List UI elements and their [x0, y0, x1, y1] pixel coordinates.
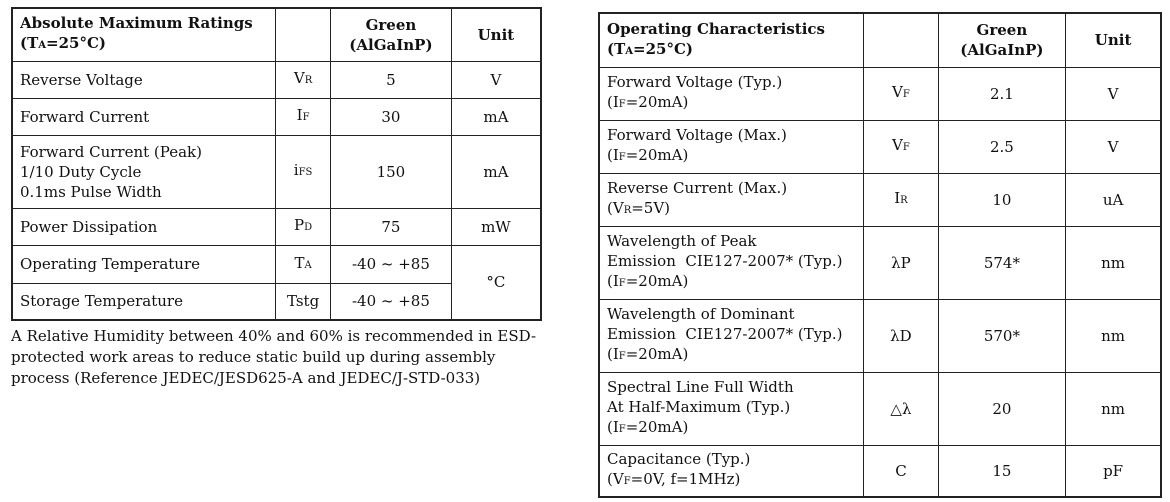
- table-row: [12, 135, 541, 208]
- value-cell: 5: [331, 61, 452, 98]
- table-header-row: [12, 8, 541, 61]
- color-label: Green: [976, 21, 1028, 40]
- param-cell: Reverse Current (Max.) (VR=5V): [599, 173, 864, 226]
- unit-header: Unit: [1066, 13, 1161, 67]
- table-condition: (TA=25°C): [607, 39, 694, 58]
- unit-cell: pF: [1066, 445, 1161, 497]
- param-cell: Capacitance (Typ.) (VF=0V, f=1MHz): [599, 445, 864, 497]
- param-cell: Operating Temperature: [12, 245, 276, 283]
- param-cell: Forward Current: [12, 98, 276, 135]
- material-label: (AlGaInP): [349, 35, 433, 54]
- table-condition: (TA=25°C): [20, 34, 107, 53]
- value-cell: 2.1: [938, 67, 1066, 120]
- param-cell: Reverse Voltage: [12, 61, 276, 98]
- param-cell: Power Dissipation: [12, 208, 276, 245]
- value-cell: 15: [938, 445, 1066, 497]
- table-title-cell: [12, 8, 276, 61]
- param-cell: Storage Temperature: [12, 283, 276, 320]
- symbol-cell: λD: [864, 299, 938, 372]
- unit-cell: V: [1066, 120, 1161, 173]
- unit-cell: V: [1066, 67, 1161, 120]
- table-row: [599, 67, 1161, 120]
- symbol-cell: λP: [864, 226, 938, 299]
- table-title-cell: [599, 13, 864, 67]
- symbol-cell: IF: [276, 98, 331, 135]
- unit-cell: nm: [1066, 372, 1161, 445]
- table-row: [12, 208, 541, 245]
- color-label: Green: [365, 15, 417, 34]
- symbol-cell: PD: [276, 208, 331, 245]
- material-label: (AlGaInP): [960, 41, 1044, 60]
- table-row: [599, 120, 1161, 173]
- unit-cell: uA: [1066, 173, 1161, 226]
- symbol-cell: TA: [276, 245, 331, 283]
- param-cell: Spectral Line Full Width At Half-Maximum (Typ.) (IF=20mA): [599, 372, 864, 445]
- value-cell: 2.5: [938, 120, 1066, 173]
- value-cell: -40 ~ +85: [331, 245, 452, 283]
- table-row: [599, 445, 1161, 497]
- green-header-cell: [331, 8, 452, 61]
- table-row: [599, 372, 1161, 445]
- value-cell: -40 ~ +85: [331, 283, 452, 320]
- humidity-note: A Relative Humidity between 40% and 60% is recommended in ESD-protected work areas to reduce static build up during assembly process (Reference JEDEC/JESD625-A and JEDEC/J-STD-033): [11, 327, 537, 387]
- absolute-maximum-ratings-table: [11, 7, 542, 321]
- symbol-header-cell: [864, 13, 938, 67]
- unit-cell: V: [451, 61, 541, 98]
- param-cell: Forward Voltage (Max.) (IF=20mA): [599, 120, 864, 173]
- symbol-cell: △λ: [864, 372, 938, 445]
- table-row: [599, 299, 1161, 372]
- symbol-cell: VR: [276, 61, 331, 98]
- unit-header: Unit: [451, 8, 541, 61]
- table-header-row: [599, 13, 1161, 67]
- unit-cell-merged: °C: [451, 245, 541, 320]
- symbol-header-cell: [276, 8, 331, 61]
- value-cell: 570*: [938, 299, 1066, 372]
- param-cell: Forward Current (Peak) 1/10 Duty Cycle 0.1ms Pulse Width: [12, 135, 276, 208]
- green-header-cell: [938, 13, 1066, 67]
- symbol-cell: IR: [864, 173, 938, 226]
- unit-cell: mW: [451, 208, 541, 245]
- table-row: [12, 245, 541, 283]
- table-title: Absolute Maximum Ratings: [20, 14, 253, 33]
- value-cell: 30: [331, 98, 452, 135]
- param-cell: Wavelength of Dominant Emission CIE127-2007* (Typ.) (IF=20mA): [599, 299, 864, 372]
- value-cell: 75: [331, 208, 452, 245]
- symbol-cell: VF: [864, 120, 938, 173]
- unit-cell: mA: [451, 135, 541, 208]
- table-title: Operating Characteristics: [607, 19, 826, 38]
- table-row: [599, 173, 1161, 226]
- value-cell: 20: [938, 372, 1066, 445]
- param-cell: Forward Voltage (Typ.) (IF=20mA): [599, 67, 864, 120]
- symbol-cell: C: [864, 445, 938, 497]
- symbol-cell: Tstg: [276, 283, 331, 320]
- operating-characteristics-table: [598, 12, 1162, 498]
- table-row: [12, 98, 541, 135]
- table-row: [12, 61, 541, 98]
- value-cell: 10: [938, 173, 1066, 226]
- value-cell: 150: [331, 135, 452, 208]
- symbol-cell: iFS: [276, 135, 331, 208]
- param-cell: Wavelength of Peak Emission CIE127-2007* (Typ.) (IF=20mA): [599, 226, 864, 299]
- symbol-cell: VF: [864, 67, 938, 120]
- value-cell: 574*: [938, 226, 1066, 299]
- unit-cell: nm: [1066, 226, 1161, 299]
- unit-cell: mA: [451, 98, 541, 135]
- table-row: [599, 226, 1161, 299]
- unit-cell: nm: [1066, 299, 1161, 372]
